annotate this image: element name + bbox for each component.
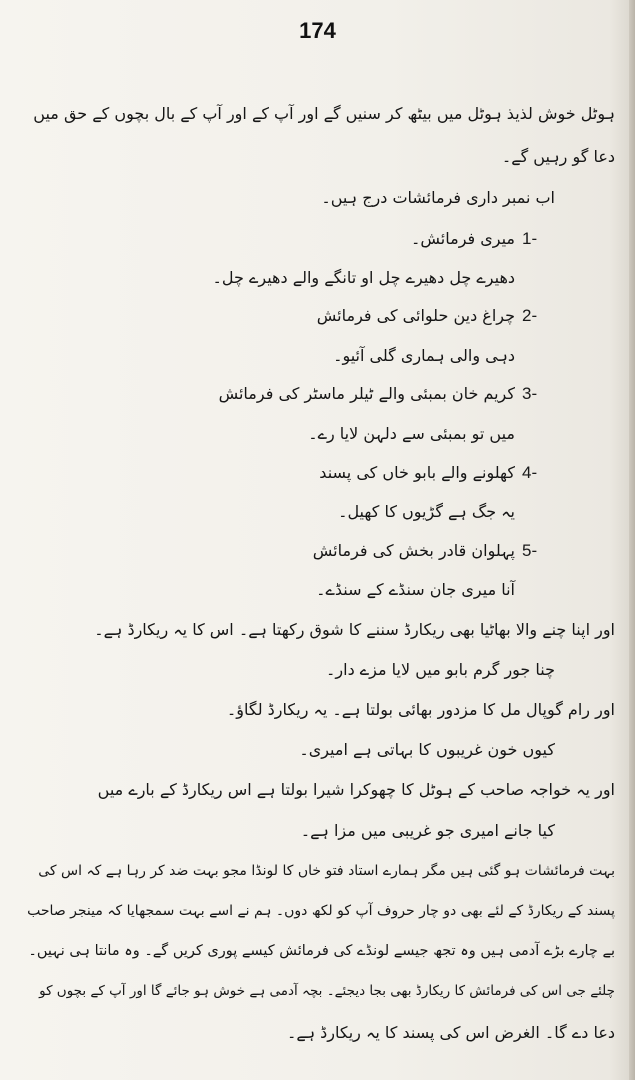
request-4-song: یہ جگ ہے گڑیوں کا کھیل۔	[338, 502, 515, 521]
request-3-number: 3-	[522, 384, 538, 403]
request-4-number: 4-	[522, 463, 538, 482]
request-1-song: دھیرے چل دھیرے چل او تانگے والے دھیرے چل۔	[212, 268, 515, 287]
request-3-title: کریم خان بمبئی والے ٹیلر ماسٹر کی فرمائش	[218, 384, 515, 403]
request-5-song: آنا میری جان سنڈے کے سنڈے۔	[316, 580, 515, 599]
more-line-1: اور اپنا چنے والا بھاٹیا بھی ریکارڈ سننے کا شوق رکھتا ہے۔ اس کا یہ ریکارڈ ہے۔	[94, 620, 615, 639]
request-1-title: میری فرمائش۔	[411, 229, 515, 248]
page-number: 174	[299, 18, 336, 43]
request-3-song: میں تو بمبئی سے دلہن لایا رے۔	[308, 424, 515, 443]
request-2-number: 2-	[522, 306, 538, 325]
intro-line-3: اب نمبر داری فرمائشات درج ہیں۔	[321, 188, 555, 207]
request-4-title: کھلونے والے بابو خاں کی پسند	[319, 463, 515, 482]
request-5-title: پہلوان قادر بخش کی فرمائش	[312, 541, 515, 560]
more-line-4: کیوں خون غریبوں کا بہاتی ہے امیری۔	[299, 740, 555, 759]
closing-line-3: بے چارے بڑے آدمی ہیں وہ تجھ جیسے لونڈے کی فرمائش کیسے پوری کریں گے۔ وہ مانتا ہی نہیں۔	[28, 943, 615, 959]
closing-line-1: بہت فرمائشات ہو گئی ہیں مگر ہمارے استاد فتو خاں کا لونڈا مجو بہت ضد کر رہا ہے کہ اس کی	[38, 863, 615, 879]
more-line-5: اور یہ خواجہ صاحب کے ہوٹل کا چھوکرا شیرا بولتا ہے اس ریکارڈ کے بارے میں	[97, 780, 615, 799]
intro-line-2: دعا گو رہیں گے۔	[501, 147, 615, 166]
more-line-2: چنا جور گرم بابو میں لایا مزے دار۔	[326, 660, 555, 679]
request-2-song: دہی والی ہماری گلی آئیو۔	[333, 346, 515, 365]
request-1-number: 1-	[522, 229, 538, 248]
more-line-3: اور رام گوپال مل کا مزدور بھائی بولتا ہے۔ یہ ریکارڈ لگاؤ۔	[226, 700, 615, 719]
closing-line-2: پسند کے ریکارڈ کے لئے بھی دو چار حروف آپ کو لکھ دوں۔ ہم نے اسے بہت سمجھایا کہ مینجر صاحب	[27, 903, 615, 919]
intro-line-1: ہوٹل خوش لذیذ ہوٹل میں بیٹھ کر سنیں گے اور آپ کے اور آپ کے بال بچوں کے حق میں	[33, 104, 615, 123]
request-2-title: چراغ دین حلوائی کی فرمائش	[316, 306, 515, 325]
page-edge-shadow	[629, 0, 635, 1080]
closing-line-5: دعا دے گا۔ الغرض اس کی پسند کا یہ ریکارڈ ہے۔	[286, 1023, 615, 1042]
request-5-number: 5-	[522, 541, 538, 560]
closing-line-4: چلئے جی اس کی فرمائش کا ریکارڈ بھی بجا دیجئے۔ بچہ آدمی ہے خوش ہو جائے گا اور آپ کے بچوں کو	[39, 983, 615, 999]
more-line-6: کیا جانے امیری جو غریبی میں مزا ہے۔	[300, 821, 555, 840]
